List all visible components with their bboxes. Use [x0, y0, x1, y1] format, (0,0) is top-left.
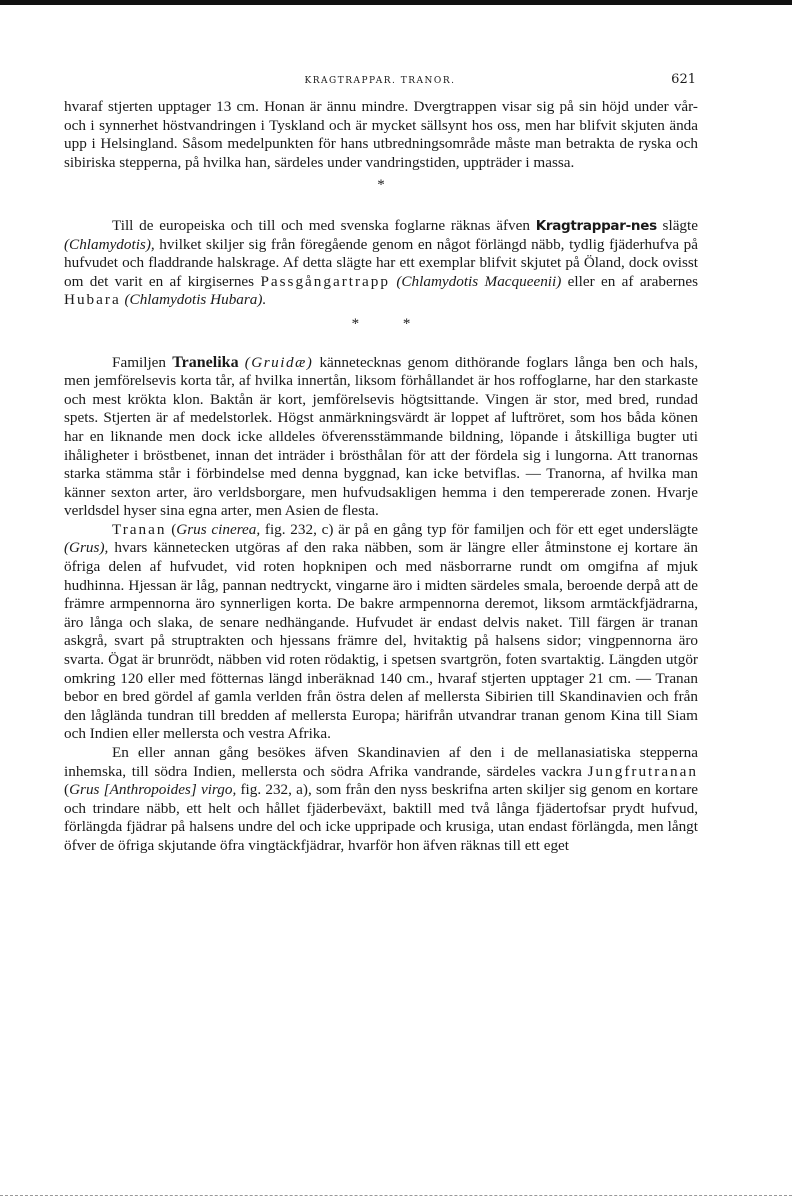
- taxon-grus-cinerea: Grus cinerea,: [176, 520, 261, 538]
- section-separator: *: [377, 177, 405, 194]
- text-run: fig. 232, c) är på en gång typ för familjen och för ett eget underslägte: [260, 520, 699, 538]
- text-run: hvars kännetecken utgöras af den raka näbben, som är längre eller åtminstone ej kortare än öfriga delen af hufvudet, vid roten hopknipen och med näsborrarne rundt om omgifna af mjuk hudhinna. Hjessan är låg, pannan nedtryckt, vingarne äro i midten särdeles smala, beroende derpå att de främre armpennorna äro synnerligen korta. De bakre armpennorna deremot, liksom armtäckfjädrarna, äro långa och slaka, de senare nedhängande. Hufvudet är endast delvis naket. Till färgen är tranan askgrå, svart på struptrakten och hjessans främre del, hvitaktig på halsens sidor; vingpennorna äro svarta. Ögat är brunrödt, näbben vid roten rödaktig, i spetsen svartgrön, foten svartaktig. Längden utgör omkring 120 eller med fötternas längd inberäknad 140 cm., hvaraf stjerten upptager 21 cm. — Tranan bebor en bred gördel af gamla verlden från östra delen af mellersta Sibirien till Skandinavien och från den låglända tundran till bredden af mellersta Europa; härifrån utvandrar tranan genom Kina till Siam och Indien eller mellersta och vestra Afrika.: [64, 539, 698, 743]
- page-header: [64, 72, 696, 92]
- paragraph-tranelika: [64, 354, 698, 521]
- text-run: hvilket skiljer sig från föregående genom en något förlängd näbb, tydlig fjäderhufva på hufvudet och fladdrande halskrage. Af detta slägte har ett exemplar blifvit skjutet på Öland, dock ovisst om det varit en af kirgisernes: [64, 235, 698, 290]
- text-run: Familjen: [112, 353, 173, 371]
- text-run: kännetecknas genom dithörande foglars långa ben och hals, men jemförelsevis korta tår, af hvilka innertån, liksom förhållandet är hos roffoglarne, har den starkaste och mest krökta klon. Baktån är kort, jemförelsevis högtsittande. Vingen är stor, med bred, rundad spets. Stjerten är af medelstorlek. Högst anmärkningsvärdt är loppet af luftröret, som hos båda könen har en liknande men dock icke alldeles öfverensstämmande bildning, löpande i åtskilliga bugter uti ihåligheter i bröstbenet, innan det inträder i brösthålan för att der fördela sig i lungorna. Att tranornas starka stämma står i förbindelse med denna byggnad, kan icke betviflas. — Tranorna, af hvilka man känner sexton arter, äro verldsborgare, men hufvudsakligen hemma i den tempererade zonen. Hvarje verldsdel hyser sina egna arter, men Asien de flesta.: [64, 353, 698, 520]
- taxon-grus-virgo: Grus [Anthropoides] virgo,: [69, 781, 237, 799]
- top-border-rule: [0, 0, 792, 5]
- term-jungfrutranan: Jungfrutranan: [587, 762, 698, 780]
- taxon-hubara: (Chlamydotis Hubara).: [124, 291, 267, 309]
- text-run: (: [166, 520, 177, 538]
- term-tranelika: Tranelika: [172, 353, 239, 371]
- page-number: 621: [671, 72, 696, 87]
- text-run: eller en af arabernes: [561, 272, 699, 290]
- running-head: KRAGTRAPPAR. TRANOR.: [304, 76, 456, 86]
- text-run: Till de europeiska och till och med svenska foglarne räknas äfven: [112, 216, 536, 234]
- paragraph-jungfrutranan: [64, 744, 698, 856]
- text-run: fig. 232, a), som från den nyss beskrifna arten skiljer sig genom en kortare och trindare näbb, ett helt och hållet fjäderbeväxt, baktill med två långa fjädertofsar prydt hufvud, förlängda fjädrar på halsens undre del och icke uppripade och krusiga, utan endast förlängda, men långt öfver de öfriga skjutande öfra vingtäckfjädrar, hvarför hon äfven räknas till ett eget: [64, 781, 698, 854]
- term-tranan: Tranan: [112, 520, 167, 538]
- text-run: En eller annan gång besökes äfven Skandinavien af den i de mellanasiatiska stepperna inhemska, till södra Indien, mellersta och södra Afrika vandrande, särdeles vackra: [64, 744, 698, 780]
- page-body: [64, 98, 698, 856]
- text-run: (: [64, 781, 70, 799]
- paragraph-kragtrappar: [64, 217, 698, 310]
- term-passgangartrapp: Passgångartrapp: [260, 272, 390, 290]
- text-run: slägte: [656, 216, 698, 234]
- taxon-macqueenii: (Chlamydotis Macqueenii): [396, 272, 562, 290]
- paragraph-tranan: [64, 521, 698, 744]
- term-hubara: Hubara: [64, 291, 121, 309]
- bottom-border-rule: [0, 1195, 792, 1198]
- taxon-grus: (Grus),: [64, 539, 109, 557]
- term-kragtrappar: Kragtrappar-nes: [535, 217, 657, 234]
- taxon-gruidae: (Gruidæ): [244, 353, 314, 371]
- taxon-chlamydotis: (Chlamydotis),: [64, 235, 155, 253]
- paragraph-dvergtrappen: hvaraf stjerten upptager 13 cm. Honan är ännu mindre. Dvergtrappen visar sig på sin höjd under vår- och i synnerhet höstvandringen i Tyskland och är mycket sällsynt hos oss, men har blifvit skjuten ända upp i Helsingland. Såsom medelpunkten för hans utbredningsområde måste man betrakta de ryska och sibiriska stepperna, på hvilka han, särdeles under vandringstiden, uppträder i massa.: [64, 98, 698, 171]
- section-separator-double: * *: [351, 315, 431, 332]
